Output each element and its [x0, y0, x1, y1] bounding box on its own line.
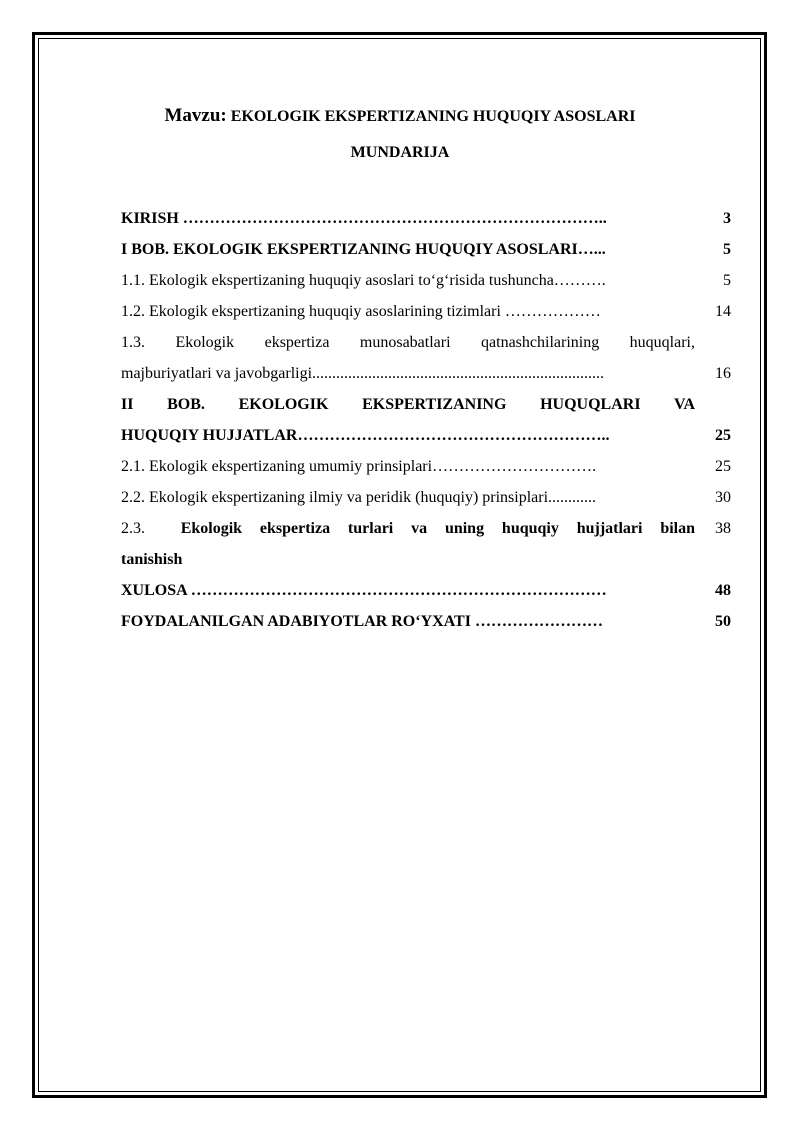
- toc-entry-title: [121, 327, 695, 389]
- toc-entry-1-1: [121, 265, 731, 296]
- toc-entry-page: 25: [715, 427, 731, 444]
- toc-entry-title: 1.1. Ekologik ekspertizaning huquqiy asoslari to‘g‘risida tushuncha……….: [121, 272, 606, 289]
- toc-entry-title-line2: HUQUQIY HUJJATLAR…………………………………………………..: [121, 427, 610, 444]
- toc-entry-title-text: Ekologik ekspertiza turlari va uning huquqiy hujjatlari bilan: [180, 520, 696, 537]
- toc-entry-page: 5: [723, 241, 731, 258]
- toc-entry-page: 50: [715, 613, 731, 630]
- toc-entry-page: 25: [715, 458, 731, 475]
- toc-entry-1-2: [121, 296, 731, 327]
- toc-entry-chapter-1: [121, 234, 731, 265]
- toc-entry-title-line1: 1.3. Ekologik ekspertiza munosabatlari qatnashchilarining huquqlari,: [121, 334, 695, 351]
- toc-entry-page: 14: [715, 303, 731, 320]
- toc-entry-title-line1: [121, 513, 695, 544]
- toc-entry-title-line2: tanishish: [121, 551, 183, 568]
- toc-entry-page: 3: [723, 210, 731, 227]
- toc-entry-2-1: [121, 451, 731, 482]
- toc-entry-page: 48: [715, 582, 731, 599]
- table-of-contents: [121, 203, 731, 637]
- toc-entry-page: 5: [723, 272, 731, 289]
- toc-entry-chapter-2: [121, 389, 731, 451]
- title-lead: Mavzu:: [164, 105, 227, 126]
- toc-entry-title: [121, 389, 695, 451]
- toc-entry-number: 2.3.: [121, 520, 181, 537]
- toc-entry-2-2: [121, 482, 731, 513]
- toc-entry-page: 30: [715, 489, 731, 506]
- toc-entry-1-3: [121, 327, 731, 389]
- toc-entry-title: I BOB. EKOLOGIK EKSPERTIZANING HUQUQIY ASOSLARI…...: [121, 241, 606, 258]
- toc-entry-title: 2.1. Ekologik ekspertizaning umumiy prinsiplari………………………….: [121, 458, 597, 475]
- toc-entry-title: KIRISH ……………………………………………………………………..: [121, 210, 607, 227]
- toc-entry-title-line1: II BOB. EKOLOGIK EKSPERTIZANING HUQUQLARI VA: [121, 396, 695, 413]
- toc-entry-title: FOYDALANILGAN ADABIYOTLAR RO‘YXATI ……………………: [121, 613, 603, 630]
- toc-entry-title: 1.2. Ekologik ekspertizaning huquqiy asoslarining tizimlari ………………: [121, 303, 601, 320]
- toc-entry-kirish: [121, 203, 731, 234]
- toc-entry-title: XULOSA ……………………………………………………………………: [121, 582, 607, 599]
- toc-entry-title-line2: majburiyatlari va javobgarligi.........................................................................: [121, 365, 605, 382]
- toc-entry-2-3: [121, 513, 731, 575]
- toc-entry-references: [121, 606, 731, 637]
- toc-entry-title: 2.2. Ekologik ekspertizaning ilmiy va peridik (huquqiy) prinsiplari............: [121, 489, 597, 506]
- toc-entry-title: [121, 513, 695, 575]
- toc-entry-xulosa: [121, 575, 731, 606]
- title-topic: EKOLOGIK EKSPERTIZANING HUQUQIY ASOSLARI: [230, 108, 636, 125]
- toc-entry-page: 38: [715, 520, 731, 537]
- toc-entry-page: 16: [715, 365, 731, 382]
- toc-heading: MUNDARIJA: [350, 144, 450, 161]
- page-title: [0, 105, 800, 127]
